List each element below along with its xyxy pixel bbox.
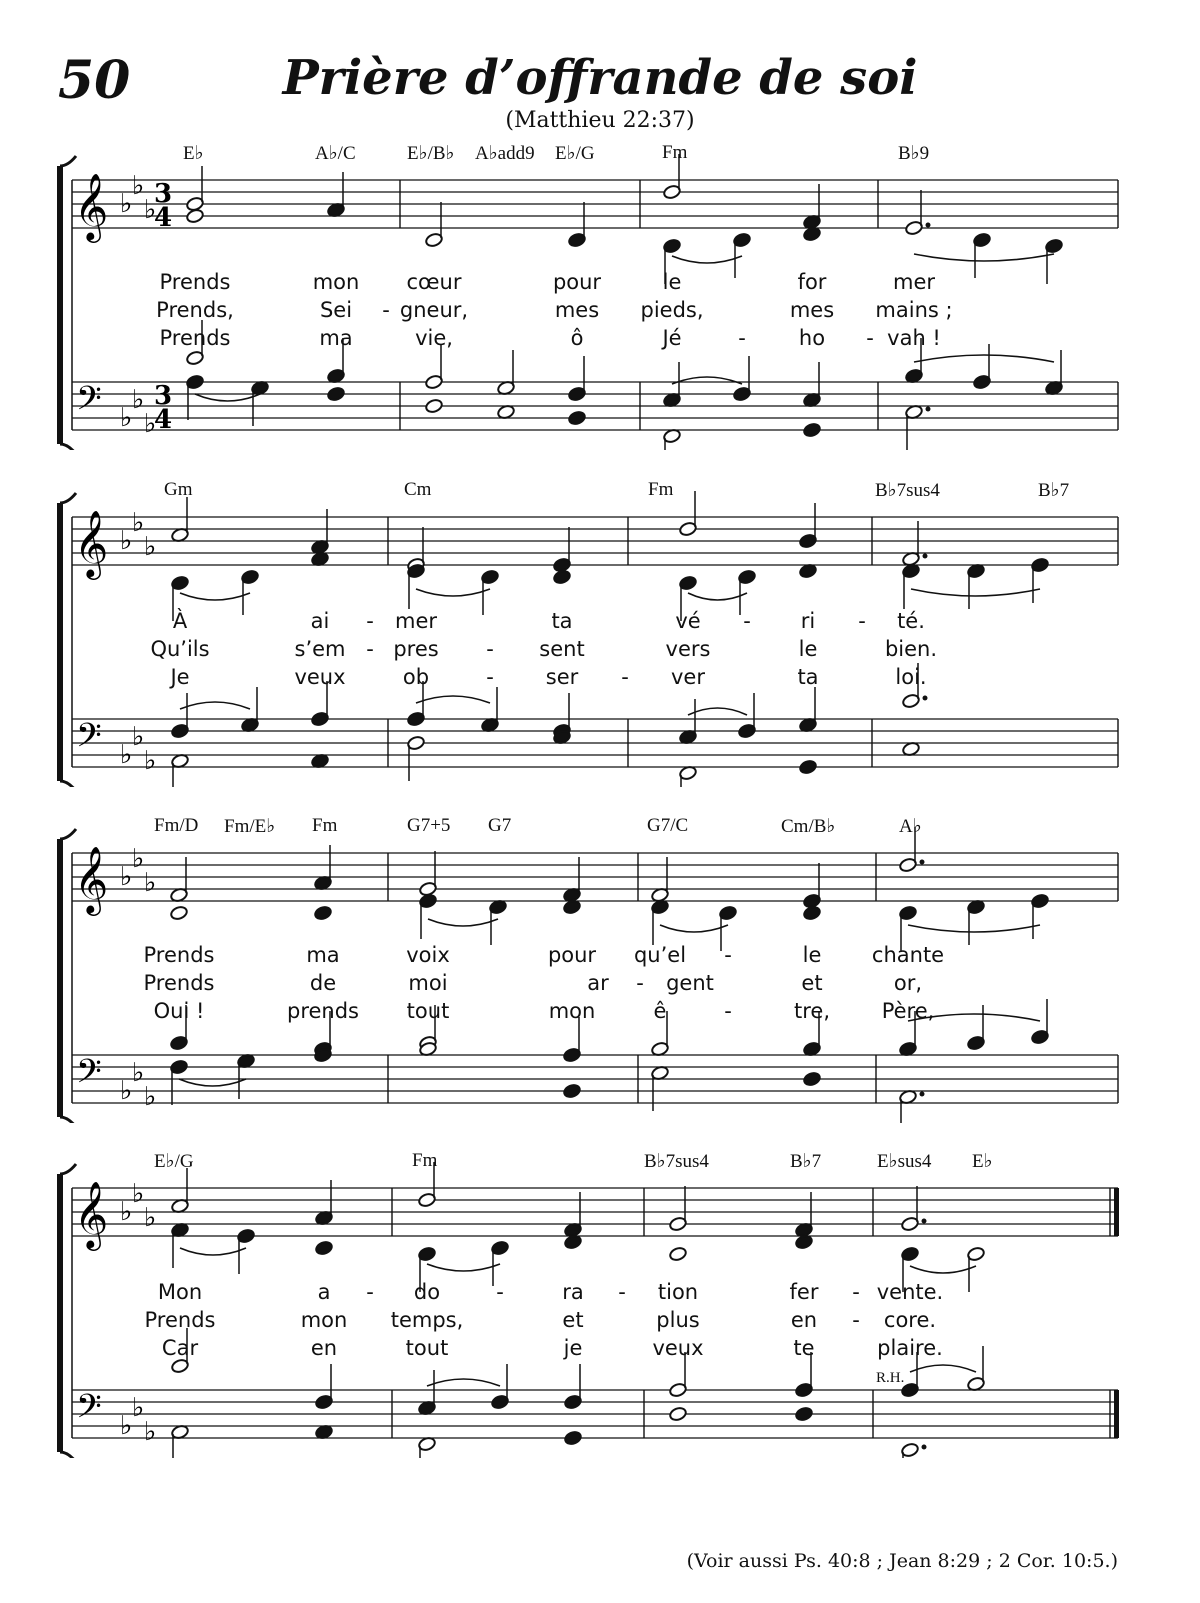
note-head: [327, 386, 346, 402]
lyric: qu’el: [633, 943, 687, 967]
slur: [672, 377, 742, 384]
lyric: prends: [286, 999, 360, 1023]
staff-graphics: [50, 477, 1130, 787]
note-dot: [926, 223, 931, 228]
flat-icon: ♭: [132, 844, 145, 874]
lyric: tion: [657, 1280, 699, 1304]
lyric: -: [618, 1280, 626, 1304]
note-head: [314, 905, 333, 921]
lyric: Prends: [159, 326, 231, 350]
flat-icon: ♭: [120, 1076, 133, 1106]
chord-symbol: Fm: [412, 1150, 438, 1171]
see-also-footer: (Voir aussi Ps. 40:8 ; Jean 8:29 ; 2 Cor. 10:5.): [686, 1550, 1118, 1572]
note-dot: [926, 407, 931, 412]
lyric: vers: [665, 637, 711, 661]
lyric: loi.: [895, 665, 927, 689]
slur: [911, 589, 1040, 596]
note-head: [795, 1406, 814, 1422]
time-sig-lower: 4: [154, 203, 173, 233]
lyric: Je: [170, 665, 190, 689]
bass-clef-icon: 𝄢: [76, 1053, 102, 1099]
bass-clef-icon: 𝄢: [76, 717, 102, 763]
slur: [195, 394, 260, 401]
lyric: Oui !: [153, 999, 205, 1023]
lyric: vah !: [887, 326, 941, 350]
lyric: mon: [548, 999, 596, 1023]
bracket-hook: [60, 493, 76, 503]
lyric: -: [852, 1280, 860, 1304]
treble-clef-icon: 𝄞: [74, 1180, 109, 1248]
lyric: ob: [402, 665, 430, 689]
chord-symbol: B♭7: [1038, 480, 1070, 501]
slur: [428, 919, 498, 926]
hymn-title: Prière d’offrande de soi: [282, 50, 918, 106]
lyric: pieds,: [640, 298, 704, 322]
lyric: le: [798, 637, 818, 661]
chord-symbol: A♭: [899, 816, 922, 837]
lyric: -: [852, 1308, 860, 1332]
note-dot: [922, 1219, 927, 1224]
bass-clef-icon: 𝄢: [76, 380, 102, 426]
lyric: tout: [405, 1336, 449, 1360]
bracket-hook: [60, 829, 76, 839]
chord-symbol: E♭/B♭: [407, 143, 455, 164]
chord-symbol: B♭7sus4: [875, 480, 940, 501]
lyric: ri: [800, 609, 816, 633]
slur: [688, 593, 747, 600]
lyric: et: [801, 971, 823, 995]
note-head: [803, 422, 822, 438]
lyric: Qu’ils: [150, 637, 210, 661]
lyric: -: [743, 609, 751, 633]
lyric: -: [621, 665, 629, 689]
final-barline-thick: [1114, 1188, 1119, 1236]
flat-icon: ♭: [120, 403, 133, 433]
lyric: gent: [666, 971, 714, 995]
note-head: [553, 569, 572, 585]
lyric: mon: [312, 270, 360, 294]
lyric: -: [486, 665, 494, 689]
lyric: moi: [408, 971, 448, 995]
flat-icon: ♭: [120, 1197, 133, 1227]
lyric: tre,: [793, 999, 831, 1023]
chord-symbol: B♭7sus4: [644, 1151, 709, 1172]
chord-symbol: Fm: [648, 479, 674, 500]
slur: [180, 593, 250, 600]
slur: [427, 1379, 500, 1386]
flat-icon: ♭: [132, 1393, 145, 1423]
flat-icon: ♭: [132, 508, 145, 538]
note-head: [170, 905, 189, 921]
note-head: [669, 1246, 688, 1262]
lyric: for: [797, 270, 827, 294]
slur: [180, 1248, 246, 1255]
lyric: -: [486, 637, 494, 661]
note-head: [425, 398, 444, 414]
lyric: ai: [310, 609, 330, 633]
chord-symbol: A♭add9: [475, 143, 535, 164]
slur: [416, 696, 490, 703]
lyric: voix: [406, 943, 450, 967]
lyric: Jé: [662, 326, 682, 350]
final-barline-thick: [1114, 1390, 1119, 1438]
note-head: [315, 1240, 334, 1256]
lyric: ser: [545, 665, 579, 689]
lyric: Prends: [143, 943, 215, 967]
lyric: mains ;: [875, 298, 953, 322]
right-hand-annotation: R.H.: [876, 1370, 905, 1386]
lyric: ta: [551, 609, 573, 633]
lyric: cœur: [406, 270, 462, 294]
flat-icon: ♭: [132, 722, 145, 752]
slur: [179, 1079, 246, 1086]
slur: [660, 925, 728, 932]
lyric: -: [724, 999, 732, 1023]
chord-symbol: G7/C: [647, 815, 689, 836]
lyric: vie,: [415, 326, 453, 350]
lyric: -: [738, 326, 746, 350]
flat-icon: ♭: [120, 526, 133, 556]
chord-symbol: Fm/D: [154, 815, 199, 836]
lyric: -: [866, 326, 874, 350]
chord-symbol: G7: [488, 815, 512, 836]
note-head: [803, 1071, 822, 1087]
flat-icon: ♭: [132, 1179, 145, 1209]
chord-symbol: E♭/G: [154, 1151, 194, 1172]
chord-symbol: Cm: [404, 479, 432, 500]
lyric: ma: [306, 943, 340, 967]
lyric: ra: [562, 1280, 584, 1304]
lyric: -: [366, 1280, 374, 1304]
lyric: vente.: [876, 1280, 944, 1304]
slur: [910, 1365, 976, 1372]
lyric: or,: [893, 971, 923, 995]
lyric: -: [858, 609, 866, 633]
lyric: ver: [671, 665, 705, 689]
lyric: tout: [406, 999, 450, 1023]
note-head: [669, 1406, 688, 1422]
lyric: pour: [547, 943, 597, 967]
note-head: [799, 759, 818, 775]
chord-symbol: Gm: [164, 479, 193, 500]
lyric: core.: [883, 1308, 937, 1332]
note-dot: [923, 696, 928, 701]
flat-icon: ♭: [120, 862, 133, 892]
time-sig-upper: 3: [154, 381, 173, 411]
lyric: -: [496, 1280, 504, 1304]
lyric: mes: [789, 298, 835, 322]
lyric: vé: [675, 609, 701, 633]
flat-icon: ♭: [144, 1082, 157, 1112]
scripture-reference: (Matthieu 22:37): [505, 108, 695, 133]
lyric: temps,: [390, 1308, 464, 1332]
slur: [427, 1264, 500, 1271]
lyric: pour: [552, 270, 602, 294]
lyric: Car: [161, 1336, 199, 1360]
lyric: Prends: [159, 270, 231, 294]
flat-icon: ♭: [132, 385, 145, 415]
flat-icon: ♭: [144, 1203, 157, 1233]
lyric: en: [310, 1336, 338, 1360]
lyric: le: [662, 270, 682, 294]
chord-symbol: Fm/E♭: [224, 816, 276, 837]
time-sig-lower: 4: [154, 405, 173, 435]
lyric: Sei: [319, 298, 353, 322]
hymn-number: 50: [58, 50, 131, 111]
chord-symbol: Cm/B♭: [781, 816, 836, 837]
lyric: je: [563, 1336, 583, 1360]
lyric: -: [636, 971, 644, 995]
flat-icon: ♭: [144, 868, 157, 898]
slur: [688, 708, 747, 715]
lyric: Mon: [157, 1280, 203, 1304]
music-system-3: [50, 813, 1130, 1113]
slur: [908, 925, 1040, 932]
slur: [672, 256, 742, 263]
slur: [914, 254, 1054, 261]
note-dot: [920, 1092, 925, 1097]
lyric: fer: [789, 1280, 819, 1304]
chord-symbol: Fm: [312, 815, 338, 836]
treble-clef-icon: 𝄞: [74, 845, 109, 913]
lyric: et: [562, 1308, 584, 1332]
lyric: sent: [539, 637, 585, 661]
lyric: do: [413, 1280, 441, 1304]
flat-icon: ♭: [144, 195, 157, 225]
note-head: [186, 208, 205, 224]
note-dot: [920, 860, 925, 865]
flat-icon: ♭: [144, 746, 157, 776]
lyric: té.: [897, 609, 925, 633]
flat-icon: ♭: [144, 532, 157, 562]
chord-symbol: E♭/G: [555, 143, 595, 164]
bracket-hook: [60, 1117, 76, 1123]
slur: [914, 355, 1054, 362]
flat-icon: ♭: [144, 1417, 157, 1447]
lyric: en: [790, 1308, 818, 1332]
lyric: -: [382, 298, 390, 322]
slur: [180, 702, 250, 709]
bracket-hook: [60, 444, 76, 450]
staff-graphics: [50, 140, 1130, 450]
music-system-4: [50, 1148, 1130, 1448]
lyric: te: [793, 1336, 815, 1360]
note-dot: [923, 554, 928, 559]
lyric: ê: [653, 999, 667, 1023]
note-head: [568, 410, 587, 426]
lyric: mon: [300, 1308, 348, 1332]
music-system-1: [50, 140, 1130, 440]
lyric: de: [309, 971, 337, 995]
lyric: À: [172, 609, 188, 633]
chord-symbol: G7+5: [407, 815, 451, 836]
lyric: plaire.: [877, 1336, 943, 1360]
flat-icon: ♭: [120, 1411, 133, 1441]
lyric: veux: [294, 665, 346, 689]
lyric: ho: [798, 326, 826, 350]
lyric: Prends,: [156, 298, 234, 322]
treble-clef-icon: 𝄞: [74, 172, 109, 240]
lyric: plus: [656, 1308, 700, 1332]
chord-symbol: A♭/C: [315, 143, 356, 164]
lyric: ma: [319, 326, 353, 350]
lyric: -: [366, 609, 374, 633]
slur: [416, 589, 490, 596]
lyric: -: [724, 943, 732, 967]
time-sig-upper: 3: [154, 179, 173, 209]
bracket-hook: [60, 156, 76, 166]
chord-symbol: E♭sus4: [877, 1151, 932, 1172]
lyric: ta: [797, 665, 819, 689]
flat-icon: ♭: [132, 171, 145, 201]
note-dot: [922, 1445, 927, 1450]
chord-symbol: B♭7: [790, 1151, 822, 1172]
flat-icon: ♭: [120, 189, 133, 219]
staff-graphics: [50, 813, 1130, 1123]
chord-symbol: B♭9: [898, 143, 930, 164]
bracket-hook: [60, 1164, 76, 1174]
lyric: mes: [554, 298, 600, 322]
note-head: [564, 1430, 583, 1446]
flat-icon: ♭: [120, 740, 133, 770]
lyric: ô: [570, 326, 584, 350]
flat-icon: ♭: [132, 1058, 145, 1088]
lyric: a: [317, 1280, 331, 1304]
chord-symbol: Fm: [662, 142, 688, 163]
note-head: [803, 905, 822, 921]
lyric: s’em: [294, 637, 346, 661]
lyric: le: [802, 943, 822, 967]
lyric: -: [366, 637, 374, 661]
chord-symbol: E♭: [183, 143, 204, 164]
bracket-hook: [60, 781, 76, 787]
lyric: Père,: [881, 999, 935, 1023]
lyric: mer: [394, 609, 438, 633]
music-system-2: [50, 477, 1130, 777]
lyric: Prends: [143, 971, 215, 995]
flat-icon: ♭: [144, 409, 157, 439]
lyric: gneur,: [399, 298, 469, 322]
staff-graphics: [50, 1148, 1130, 1458]
bass-clef-icon: 𝄢: [76, 1388, 102, 1434]
lyric: bien.: [884, 637, 938, 661]
lyric: Prends: [144, 1308, 216, 1332]
note-head: [563, 1083, 582, 1099]
chord-symbol: E♭: [972, 1151, 993, 1172]
lyric: mer: [892, 270, 936, 294]
bracket-hook: [60, 1452, 76, 1458]
slur: [910, 1266, 976, 1273]
lyric: pres: [393, 637, 439, 661]
lyric: veux: [652, 1336, 704, 1360]
lyric: ar: [587, 971, 609, 995]
lyric: chante: [871, 943, 945, 967]
treble-clef-icon: 𝄞: [74, 509, 109, 577]
